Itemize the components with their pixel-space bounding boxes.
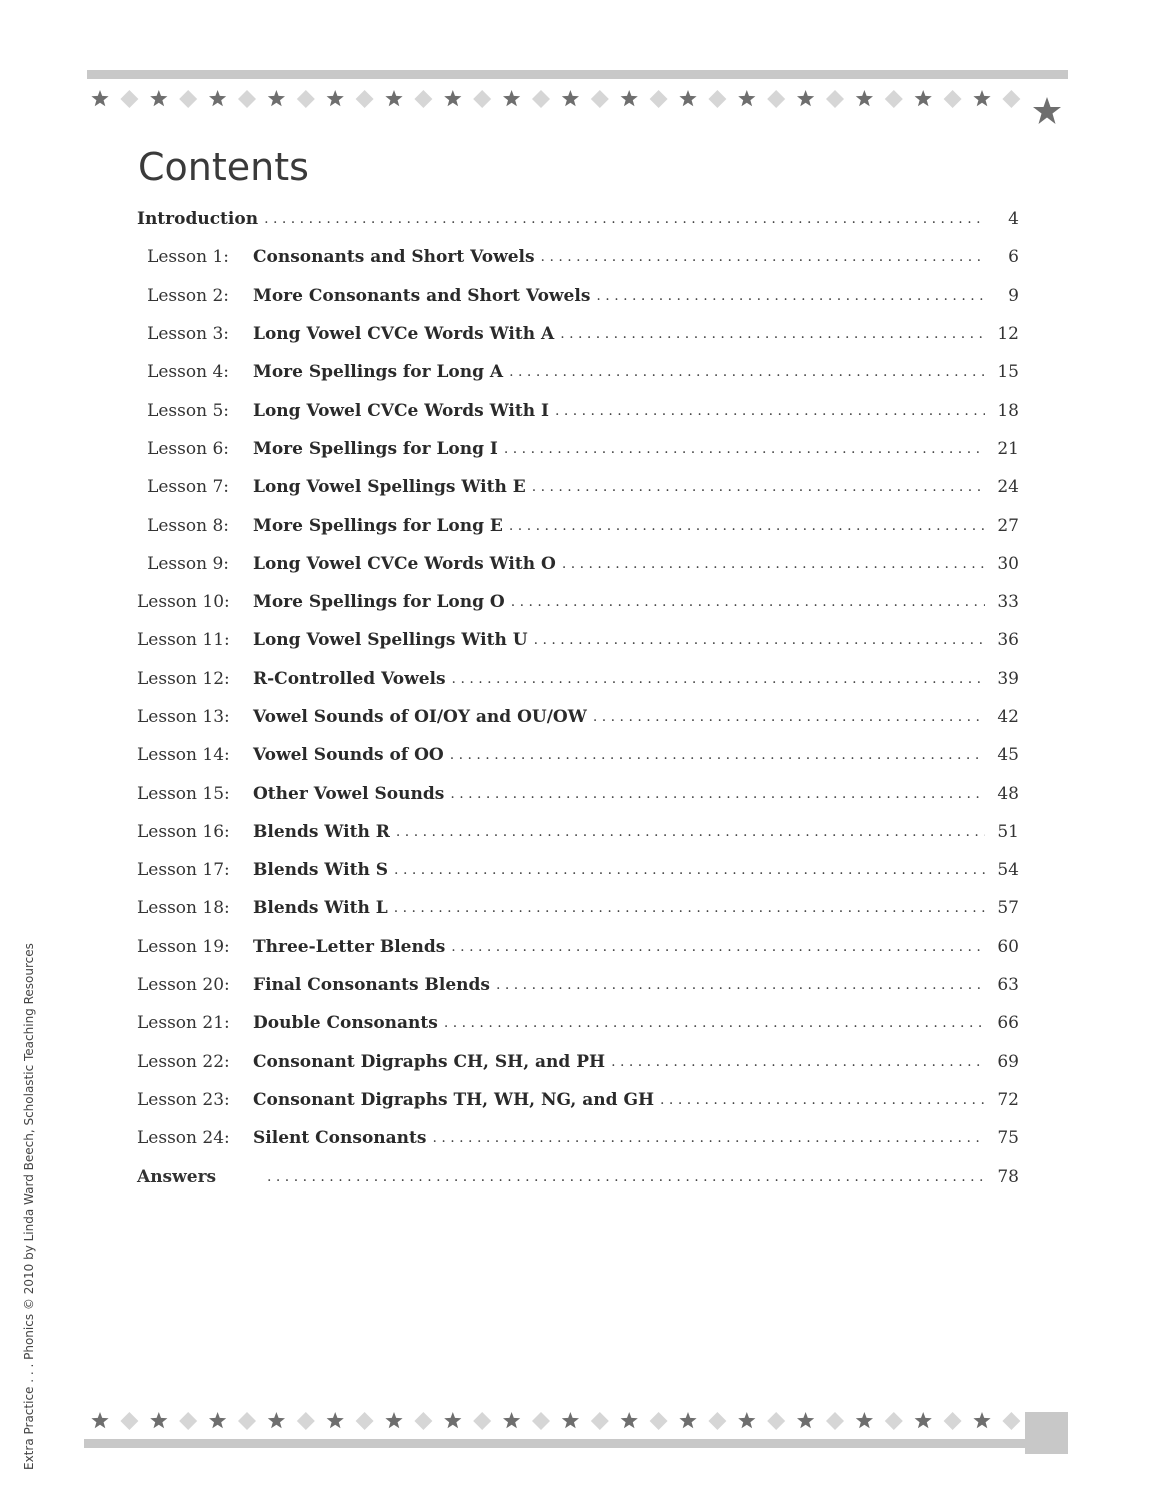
leader-dots bbox=[562, 556, 985, 572]
leader-dots bbox=[560, 326, 985, 342]
lesson-topic: Three-Letter Blends bbox=[253, 936, 446, 957]
lesson-number: Lesson 16: bbox=[137, 821, 230, 842]
lesson-topic: Long Vowel Spellings With E bbox=[253, 477, 526, 498]
diamond-icon bbox=[473, 90, 491, 108]
star-icon bbox=[621, 1412, 638, 1428]
lesson-number: Lesson 19: bbox=[137, 936, 230, 957]
star-icon bbox=[150, 1412, 167, 1428]
lesson-page: 75 bbox=[997, 1128, 1019, 1149]
toc-row-lesson bbox=[137, 506, 1019, 544]
toc-row-lesson bbox=[137, 889, 1019, 927]
star-icon bbox=[973, 1412, 990, 1428]
lesson-topic: Long Vowel CVCe Words With A bbox=[253, 324, 555, 345]
lesson-topic: Consonants and Short Vowels bbox=[253, 247, 535, 268]
toc-row-lesson bbox=[137, 966, 1019, 1004]
lesson-page: 63 bbox=[997, 975, 1019, 996]
star-icon bbox=[327, 90, 344, 106]
lesson-page: 54 bbox=[997, 860, 1019, 881]
star-icon bbox=[209, 90, 226, 106]
star-icon bbox=[150, 90, 167, 106]
lesson-number: Lesson 5: bbox=[147, 400, 229, 421]
toc-row-lesson bbox=[137, 315, 1019, 353]
lesson-number: Lesson 11: bbox=[137, 630, 230, 651]
leader-dots bbox=[511, 594, 985, 610]
lesson-topic: More Spellings for Long E bbox=[253, 515, 503, 536]
diamond-icon bbox=[767, 1412, 785, 1430]
lesson-number: Lesson 22: bbox=[137, 1051, 230, 1072]
toc-row-lesson bbox=[137, 1081, 1019, 1119]
leader-dots bbox=[532, 479, 985, 495]
bottom-decor-bar bbox=[84, 1439, 1026, 1448]
leader-dots bbox=[394, 900, 985, 916]
lesson-topic: Silent Consonants bbox=[253, 1128, 427, 1149]
toc-row-lesson bbox=[137, 736, 1019, 774]
toc-row-lesson bbox=[137, 468, 1019, 506]
lesson-page: 27 bbox=[997, 515, 1019, 536]
lesson-page: 36 bbox=[997, 630, 1019, 651]
lesson-topic: Vowel Sounds of OI/OY and OU/OW bbox=[253, 707, 587, 727]
lesson-page: 30 bbox=[997, 553, 1019, 574]
toc-row-lesson bbox=[137, 774, 1019, 812]
lesson-topic: Consonant Digraphs CH, SH, and PH bbox=[253, 1051, 606, 1072]
lesson-page: 60 bbox=[997, 936, 1019, 957]
lesson-page: 12 bbox=[997, 324, 1019, 345]
toc-row-lesson bbox=[137, 813, 1019, 851]
star-icon bbox=[91, 1412, 108, 1428]
lesson-topic: Long Vowel Spellings With U bbox=[253, 630, 528, 651]
diamond-icon bbox=[356, 1412, 374, 1430]
page-title: Contents bbox=[138, 145, 309, 189]
leader-dots bbox=[509, 364, 985, 380]
toc-page: 4 bbox=[1008, 209, 1019, 230]
lesson-number: Lesson 10: bbox=[137, 592, 230, 613]
lesson-page: 9 bbox=[1008, 285, 1019, 306]
lesson-topic: Double Consonants bbox=[253, 1013, 438, 1034]
lesson-topic: More Spellings for Long A bbox=[253, 362, 504, 383]
toc-answers-label bbox=[137, 1167, 253, 1187]
lesson-topic: Long Vowel CVCe Words With O bbox=[253, 553, 556, 574]
lesson-number: Lesson 13: bbox=[137, 707, 230, 727]
leader-dots bbox=[593, 709, 985, 725]
lesson-number: Lesson 17: bbox=[137, 860, 230, 881]
bottom-corner-block bbox=[1025, 1412, 1068, 1454]
star-icon bbox=[444, 90, 461, 106]
top-star-diamond-row bbox=[90, 88, 1030, 110]
diamond-icon bbox=[179, 1412, 197, 1430]
diamond-icon bbox=[297, 90, 315, 108]
diamond-icon bbox=[767, 90, 785, 108]
toc-row-lesson bbox=[137, 660, 1019, 698]
lesson-page: 42 bbox=[997, 707, 1019, 727]
toc-row-lesson bbox=[137, 851, 1019, 889]
diamond-icon bbox=[650, 1412, 668, 1430]
star-icon bbox=[915, 90, 932, 106]
leader-dots bbox=[504, 441, 985, 457]
toc-row-answers bbox=[137, 1157, 1019, 1195]
toc-row-lesson bbox=[137, 1043, 1019, 1081]
lesson-page: 18 bbox=[997, 400, 1019, 421]
leader-dots bbox=[452, 671, 985, 687]
lesson-topic: Blends With L bbox=[253, 898, 388, 919]
lesson-number: Lesson 7: bbox=[147, 477, 229, 498]
lesson-page: 48 bbox=[997, 783, 1019, 804]
toc-row-lesson bbox=[137, 353, 1019, 391]
leader-dots bbox=[396, 824, 985, 840]
lesson-number: Lesson 15: bbox=[137, 783, 230, 804]
leader-dots bbox=[394, 862, 985, 878]
star-icon bbox=[91, 90, 108, 106]
star-icon bbox=[797, 1412, 814, 1428]
leader-dots bbox=[496, 977, 985, 993]
lesson-page: 69 bbox=[997, 1051, 1019, 1072]
star-icon bbox=[621, 90, 638, 106]
bottom-star-diamond-row bbox=[90, 1410, 1030, 1432]
leader-dots bbox=[264, 211, 985, 227]
leader-dots bbox=[444, 1015, 985, 1031]
toc-row-lesson bbox=[137, 621, 1019, 659]
leader-dots bbox=[596, 288, 985, 304]
star-icon bbox=[973, 90, 990, 106]
leader-dots bbox=[450, 786, 985, 802]
toc-row-lesson bbox=[137, 277, 1019, 315]
leader-dots bbox=[555, 403, 985, 419]
lesson-topic: Other Vowel Sounds bbox=[253, 783, 445, 804]
diamond-icon bbox=[650, 90, 668, 108]
star-icon bbox=[679, 90, 696, 106]
corner-star-icon bbox=[1032, 96, 1062, 126]
star-icon bbox=[268, 1412, 285, 1428]
toc-page: 78 bbox=[997, 1166, 1019, 1187]
toc-row-lesson bbox=[137, 583, 1019, 621]
leader-dots bbox=[267, 1169, 985, 1185]
side-credit: Extra Practice . . . Phonics © 2010 by Linda Ward Beech, Scholastic Teaching Resources bbox=[22, 943, 36, 1470]
star-icon bbox=[209, 1412, 226, 1428]
toc-row-introduction bbox=[137, 200, 1019, 238]
toc-row-lesson bbox=[137, 1004, 1019, 1042]
star-icon bbox=[738, 90, 755, 106]
diamond-icon bbox=[944, 1412, 962, 1430]
lesson-page: 33 bbox=[997, 592, 1019, 613]
table-of-contents bbox=[137, 200, 1019, 1196]
star-icon bbox=[385, 1412, 402, 1428]
star-icon bbox=[562, 1412, 579, 1428]
lesson-topic: Consonant Digraphs TH, WH, NG, and GH bbox=[253, 1089, 655, 1110]
leader-dots bbox=[660, 1092, 985, 1108]
diamond-icon bbox=[532, 1412, 550, 1430]
diamond-icon bbox=[238, 90, 256, 108]
lesson-topic: Vowel Sounds of OO bbox=[253, 745, 444, 766]
lesson-page: 66 bbox=[997, 1013, 1019, 1034]
lesson-number: Lesson 8: bbox=[147, 515, 229, 536]
star-icon bbox=[797, 90, 814, 106]
star-icon bbox=[385, 90, 402, 106]
toc-row-lesson bbox=[137, 545, 1019, 583]
diamond-icon bbox=[826, 90, 844, 108]
star-icon bbox=[856, 1412, 873, 1428]
diamond-icon bbox=[1002, 90, 1020, 108]
lesson-topic: Long Vowel CVCe Words With I bbox=[253, 400, 549, 421]
lesson-number: Lesson 2: bbox=[147, 285, 229, 306]
star-icon bbox=[856, 90, 873, 106]
top-decor-bar bbox=[87, 70, 1068, 79]
diamond-icon bbox=[179, 90, 197, 108]
lesson-number: Lesson 1: bbox=[147, 247, 229, 268]
answers-label: Answers bbox=[137, 1166, 217, 1187]
lesson-number: Lesson 20: bbox=[137, 975, 230, 996]
lesson-page: 72 bbox=[997, 1089, 1019, 1110]
star-icon bbox=[562, 90, 579, 106]
diamond-icon bbox=[238, 1412, 256, 1430]
leader-dots bbox=[509, 518, 985, 534]
diamond-icon bbox=[532, 90, 550, 108]
diamond-icon bbox=[414, 1412, 432, 1430]
diamond-icon bbox=[885, 1412, 903, 1430]
toc-row-lesson bbox=[137, 1119, 1019, 1157]
leader-dots bbox=[432, 1130, 985, 1146]
diamond-icon bbox=[708, 1412, 726, 1430]
diamond-icon bbox=[356, 90, 374, 108]
lesson-number: Lesson 23: bbox=[137, 1089, 230, 1110]
toc-row-lesson bbox=[137, 928, 1019, 966]
leader-dots bbox=[450, 747, 985, 763]
toc-row-lesson bbox=[137, 698, 1019, 736]
star-icon bbox=[679, 1412, 696, 1428]
star-icon bbox=[327, 1412, 344, 1428]
diamond-icon bbox=[591, 90, 609, 108]
diamond-icon bbox=[414, 90, 432, 108]
leader-dots bbox=[534, 632, 985, 648]
diamond-icon bbox=[708, 90, 726, 108]
leader-dots bbox=[611, 1054, 985, 1070]
lesson-number: Lesson 18: bbox=[137, 898, 230, 919]
lesson-number: Lesson 21: bbox=[137, 1013, 230, 1034]
star-icon bbox=[444, 1412, 461, 1428]
lesson-number: Lesson 3: bbox=[147, 324, 229, 345]
toc-row-lesson bbox=[137, 430, 1019, 468]
leader-dots bbox=[541, 249, 985, 265]
lesson-number: Lesson 9: bbox=[147, 553, 229, 574]
lesson-page: 6 bbox=[1008, 247, 1019, 268]
lesson-number: Lesson 4: bbox=[147, 362, 229, 383]
lesson-number: Lesson 12: bbox=[137, 668, 230, 689]
lesson-number: Lesson 14: bbox=[137, 745, 230, 766]
lesson-page: 45 bbox=[997, 745, 1019, 766]
leader-dots bbox=[451, 939, 985, 955]
diamond-icon bbox=[120, 1412, 138, 1430]
diamond-icon bbox=[473, 1412, 491, 1430]
star-icon bbox=[503, 90, 520, 106]
lesson-page: 51 bbox=[997, 821, 1019, 842]
diamond-icon bbox=[120, 90, 138, 108]
diamond-icon bbox=[1002, 1412, 1020, 1430]
lesson-topic: More Spellings for Long O bbox=[253, 592, 505, 613]
lesson-number: Lesson 6: bbox=[147, 438, 229, 459]
lesson-topic: More Spellings for Long I bbox=[253, 438, 498, 459]
lesson-page: 24 bbox=[997, 477, 1019, 498]
toc-row-lesson bbox=[137, 391, 1019, 429]
lesson-page: 39 bbox=[997, 668, 1019, 689]
star-icon bbox=[915, 1412, 932, 1428]
diamond-icon bbox=[885, 90, 903, 108]
lesson-topic: R-Controlled Vowels bbox=[253, 668, 446, 689]
star-icon bbox=[738, 1412, 755, 1428]
diamond-icon bbox=[826, 1412, 844, 1430]
lesson-topic: More Consonants and Short Vowels bbox=[253, 285, 591, 306]
diamond-icon bbox=[591, 1412, 609, 1430]
lesson-number: Lesson 24: bbox=[137, 1128, 230, 1149]
star-icon bbox=[503, 1412, 520, 1428]
lesson-topic: Final Consonants Blends bbox=[253, 975, 490, 996]
diamond-icon bbox=[297, 1412, 315, 1430]
lesson-page: 21 bbox=[997, 438, 1019, 459]
toc-topic: Introduction bbox=[137, 209, 259, 230]
diamond-icon bbox=[944, 90, 962, 108]
toc-row-lesson bbox=[137, 238, 1019, 276]
lesson-page: 57 bbox=[997, 898, 1019, 919]
lesson-topic: Blends With R bbox=[253, 821, 390, 842]
star-icon bbox=[268, 90, 285, 106]
lesson-page: 15 bbox=[997, 362, 1019, 383]
lesson-topic: Blends With S bbox=[253, 860, 389, 881]
